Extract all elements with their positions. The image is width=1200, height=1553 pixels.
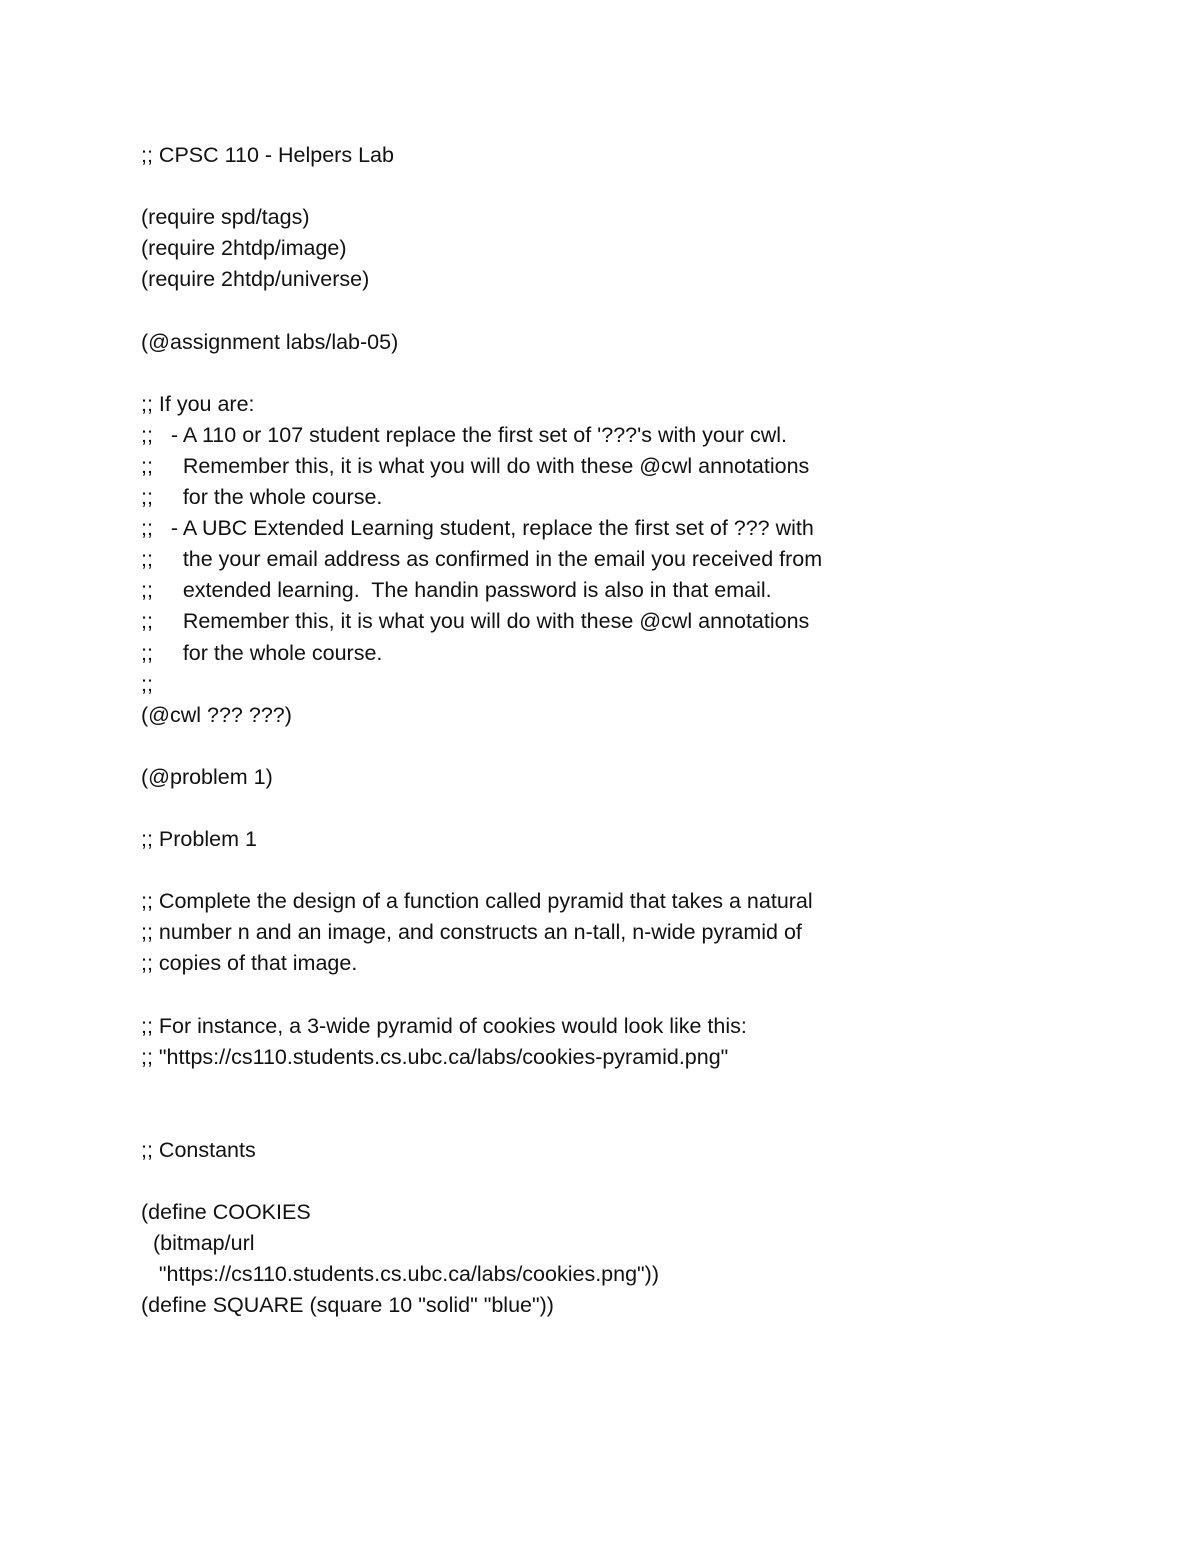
blank-line (141, 1104, 1141, 1135)
blank-line (141, 1166, 1141, 1197)
comment-title: ;; CPSC 110 - Helpers Lab (141, 143, 394, 167)
blank-line (141, 1073, 1141, 1104)
comment-line: ;; extended learning. The handin password is also in that email. (141, 578, 772, 603)
blank-line (141, 793, 1141, 824)
comment-line: ;; copies of that image. (141, 951, 358, 976)
blank-line (141, 171, 1141, 202)
comment-line: ;; If you are: (141, 391, 255, 416)
comment-line: ;; for the whole course. (141, 485, 383, 510)
comment-line: ;; - A 110 or 107 student replace the first set of '???'s with your cwl. (141, 422, 787, 447)
define-square: (define SQUARE (square 10 "solid" "blue")) (141, 1293, 554, 1318)
comment-problem-heading: ;; Problem 1 (141, 827, 257, 852)
cwl-tag: (@cwl ??? ???) (141, 702, 292, 727)
require-2htdp-universe: (require 2htdp/universe) (141, 267, 370, 292)
assignment-tag: (@assignment labs/lab-05) (141, 329, 399, 354)
blank-line (141, 358, 1141, 389)
blank-line (141, 855, 1141, 886)
blank-line (141, 295, 1141, 326)
comment-line: ;; Complete the design of a function called pyramid that takes a natural (141, 889, 813, 914)
define-cookies: (define COOKIES (141, 1200, 311, 1225)
require-2htdp-image: (require 2htdp/image) (141, 236, 347, 261)
comment-constants-heading: ;; Constants (141, 1138, 256, 1162)
blank-line (141, 980, 1141, 1011)
code-line: (bitmap/url (141, 1231, 255, 1256)
comment-line: ;; - A UBC Extended Learning student, replace the first set of ??? with (141, 516, 814, 541)
problem-tag: (@problem 1) (141, 764, 273, 789)
comment-line: ;; Remember this, it is what you will do with these @cwl annotations (141, 453, 810, 478)
comment-line: ;; number n and an image, and constructs an n-tall, n-wide pyramid of (141, 920, 802, 945)
comment-line: ;; for the whole course. (141, 640, 383, 665)
blank-line (141, 731, 1141, 762)
comment-line: ;; the your email address as confirmed in the email you received from (141, 547, 823, 572)
code-listing (141, 140, 1141, 1322)
comment-line: ;; (141, 671, 153, 696)
code-line: "https://cs110.students.cs.ubc.ca/labs/cookies.png")) (141, 1262, 659, 1287)
require-spd-tags: (require spd/tags) (141, 205, 310, 230)
comment-line: ;; For instance, a 3-wide pyramid of cookies would look like this: (141, 1013, 747, 1038)
comment-line: ;; Remember this, it is what you will do with these @cwl annotations (141, 609, 810, 634)
comment-line: ;; "https://cs110.students.cs.ubc.ca/labs/cookies-pyramid.png" (141, 1044, 729, 1069)
